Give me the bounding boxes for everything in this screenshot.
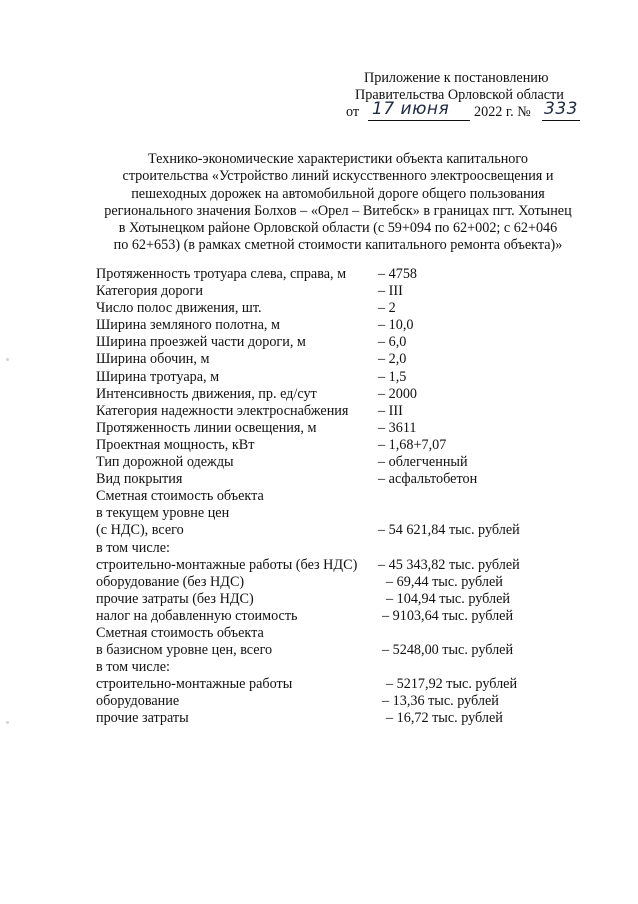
document-title	[82, 151, 594, 255]
spec-row	[96, 386, 566, 403]
spec-row	[96, 420, 566, 437]
spec-label: Интенсивность движения, пр. ед/сут	[96, 385, 317, 402]
approval-line-1: Приложение к постановлению	[364, 70, 549, 86]
number-underline	[542, 101, 580, 121]
spec-label: (с НДС), всего	[96, 522, 184, 539]
spec-label: Протяженность тротуара слева, справа, м	[96, 266, 347, 282]
title-line: строительства «Устройство линий искусственного электроосвещения и	[122, 168, 554, 185]
scan-speck	[6, 721, 9, 724]
spec-row	[96, 574, 566, 591]
spec-row	[96, 557, 566, 574]
spec-value: – 10,0	[378, 317, 414, 334]
spec-row	[96, 625, 566, 642]
scan-speck	[6, 358, 9, 361]
spec-row	[96, 642, 566, 659]
spec-label: Сметная стоимость объекта	[96, 488, 264, 505]
spec-value: – 1,68+7,07	[378, 436, 447, 453]
spec-label: Ширина земляного полотна, м	[96, 317, 280, 334]
spec-label: Сметная стоимость объекта	[96, 624, 264, 641]
spec-label: Категория дороги	[96, 283, 203, 300]
spec-label: прочие затраты	[96, 710, 189, 727]
spec-value: – 4758	[378, 266, 418, 282]
approval-date-line	[346, 99, 626, 124]
spec-row	[96, 710, 566, 727]
spec-row	[96, 300, 566, 317]
spec-label: Ширина обочин, м	[96, 351, 210, 368]
spec-value: – 9103,64 тыс. рублей	[382, 607, 514, 624]
spec-row	[96, 266, 566, 283]
spec-row	[96, 403, 566, 420]
spec-row	[96, 505, 566, 522]
spec-label: Категория надежности электроснабжения	[96, 402, 349, 419]
spec-value: – 5217,92 тыс. рублей	[386, 676, 518, 693]
spec-value: – облегченный	[378, 454, 468, 471]
spec-label: Протяженность линии освещения, м	[96, 419, 317, 436]
spec-row	[96, 437, 566, 454]
spec-label: в том числе:	[96, 659, 170, 676]
spec-row	[96, 283, 566, 300]
specifications-list	[96, 266, 566, 728]
approval-header	[346, 70, 626, 124]
spec-value: – 69,44 тыс. рублей	[386, 573, 503, 590]
spec-label: налог на добавленную стоимость	[96, 607, 298, 624]
spec-value: – III	[378, 402, 403, 419]
spec-row	[96, 454, 566, 471]
spec-label: Вид покрытия	[96, 471, 183, 488]
spec-row	[96, 471, 566, 488]
spec-value: – 45 343,82 тыс. рублей	[378, 556, 520, 573]
title-line: Технико-экономические характеристики объекта капитального	[148, 151, 528, 167]
spec-value: – III	[378, 283, 403, 300]
spec-label: Проектная мощность, кВт	[96, 436, 255, 453]
spec-label: Тип дорожной одежды	[96, 454, 234, 471]
spec-label: в базисном уровне цен, всего	[96, 642, 273, 659]
spec-label: строительно-монтажные работы (без НДС)	[96, 556, 358, 573]
spec-label: строительно-монтажные работы	[96, 676, 293, 693]
spec-label: в том числе:	[96, 539, 170, 556]
spec-value: – 5248,00 тыс. рублей	[382, 642, 514, 659]
spec-label: прочие затраты (без НДС)	[96, 590, 254, 607]
title-line: пешеходных дорожек на автомобильной дороге общего пользования	[131, 185, 545, 202]
approval-from-prefix: от	[346, 104, 360, 120]
spec-value: – 16,72 тыс. рублей	[386, 710, 503, 727]
spec-label: Ширина тротуара, м	[96, 368, 220, 385]
handwritten-number: 333	[544, 99, 578, 119]
date-underline	[368, 101, 470, 121]
spec-label: Ширина проезжей части дороги, м	[96, 334, 306, 351]
approval-line-2: Правительства Орловской области	[355, 87, 564, 103]
title-line: по 62+653) (в рамках сметной стоимости капитального ремонта объекта)»	[113, 237, 563, 254]
spec-row	[96, 693, 566, 710]
spec-row	[96, 540, 566, 557]
title-line: в Хотынецком районе Орловской области (с 59+094 по 62+002; с 62+046	[118, 220, 558, 237]
spec-row	[96, 591, 566, 608]
spec-value: – 3611	[378, 419, 417, 436]
spec-row	[96, 659, 566, 676]
spec-row	[96, 369, 566, 386]
spec-row	[96, 522, 566, 539]
spec-label: в текущем уровне цен	[96, 505, 230, 522]
spec-row	[96, 334, 566, 351]
approval-year-text: 2022 г. №	[474, 104, 531, 120]
spec-value: – 104,94 тыс. рублей	[386, 590, 510, 607]
spec-label: оборудование	[96, 693, 180, 710]
spec-value: – 2	[378, 300, 396, 317]
spec-value: – 2000	[378, 385, 418, 402]
title-line: регионального значения Болхов – «Орел – Витебск» в границах пгт. Хотынец	[104, 202, 572, 219]
spec-value: – 2,0	[378, 351, 407, 368]
spec-row	[96, 351, 566, 368]
spec-label: Число полос движения, шт.	[96, 300, 262, 317]
spec-label: оборудование (без НДС)	[96, 573, 245, 590]
spec-value: – асфальтобетон	[378, 471, 478, 488]
spec-value: – 6,0	[378, 334, 407, 351]
spec-row	[96, 676, 566, 693]
spec-value: – 54 621,84 тыс. рублей	[378, 522, 520, 539]
spec-value: – 1,5	[378, 368, 407, 385]
spec-row	[96, 608, 566, 625]
spec-row	[96, 317, 566, 334]
spec-value: – 13,36 тыс. рублей	[382, 693, 499, 710]
handwritten-date: 17 июня	[372, 99, 450, 119]
spec-row	[96, 488, 566, 505]
